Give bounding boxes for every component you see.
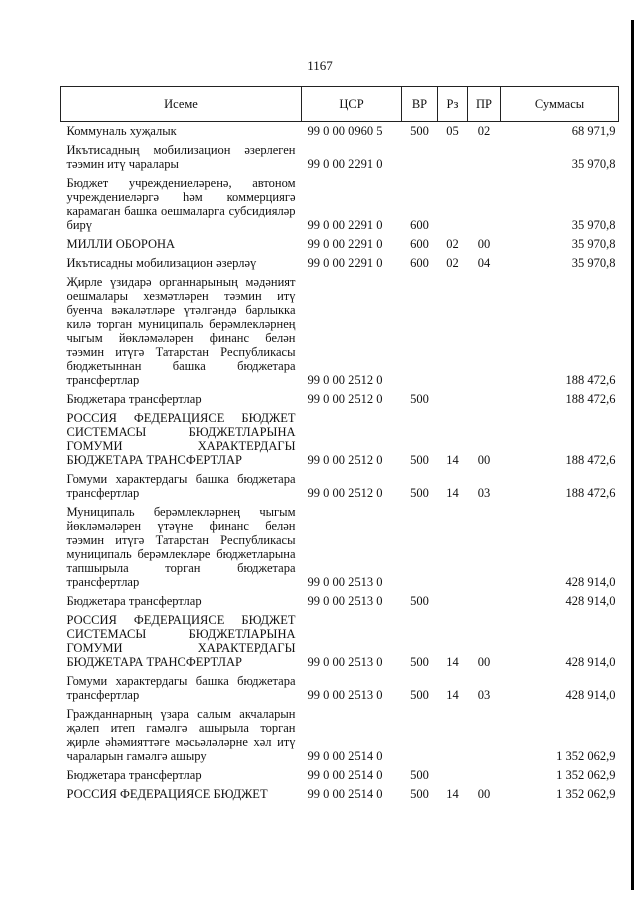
cell-pr	[468, 174, 501, 235]
cell-rz: 02	[446, 237, 459, 251]
cell-rz: 14	[446, 453, 459, 467]
cell-rz	[438, 141, 468, 174]
cell-sum: 428 914,0	[565, 594, 616, 608]
table-row	[61, 611, 619, 672]
cell-sum: 428 914,0	[565, 575, 616, 589]
cell-rz: 05	[446, 124, 459, 138]
header-code: ЦСР	[302, 87, 402, 122]
cell-code: 99 0 00 2512 0	[307, 486, 383, 500]
cell-sum: 188 472,6	[565, 453, 616, 467]
cell-rz	[438, 705, 468, 766]
cell-rz	[438, 390, 468, 409]
cell-name: РОССИЯ ФЕДЕРАЦИЯСЕ БЮДЖЕТ СИСТЕМАСЫ БЮДЖЕТЛАРЫНА ГОМУМИ ХАРАКТЕРДАГЫ БЮДЖЕТАРА ТРАНСФЕРТЛАР	[66, 411, 296, 467]
cell-name: Гомуми характердагы башка бюджетара трансфертлар	[66, 674, 296, 702]
cell-sum: 188 472,6	[565, 486, 616, 500]
cell-vr	[402, 273, 438, 390]
cell-pr: 00	[477, 453, 491, 467]
cell-vr: 500	[410, 768, 429, 782]
cell-name: Икътисадның мобилизацион әзерлеген тәэмин итү чаралары	[66, 143, 296, 171]
table-row	[61, 409, 619, 470]
table-row	[61, 273, 619, 390]
budget-table-container	[60, 86, 618, 804]
cell-rz	[438, 766, 468, 785]
table-row	[61, 470, 619, 503]
cell-name: Коммуналь хуҗалык	[66, 124, 177, 138]
cell-pr: 00	[477, 237, 491, 251]
cell-rz: 14	[446, 486, 459, 500]
cell-code: 99 0 00 2291 0	[307, 256, 383, 270]
cell-code: 99 0 00 2513 0	[307, 575, 383, 589]
cell-code: 99 0 00 2514 0	[307, 768, 383, 782]
table-row	[61, 705, 619, 766]
header-sum: Суммасы	[501, 87, 619, 122]
cell-code: 99 0 00 2291 0	[307, 157, 383, 171]
cell-code: 99 0 00 2514 0	[307, 787, 383, 801]
header-vr: ВР	[402, 87, 438, 122]
cell-code: 99 0 00 0960 5	[307, 124, 383, 138]
cell-code: 99 0 00 2512 0	[307, 392, 383, 406]
cell-name: Җирле үзидарә органнарының мәдәният оешмалары хезмәтләрен тәэмин итү буенча вәкаләтләре үтәлгәндә барлыкка килә торган муниципаль берәмлекләрнең чыгым йөкләмәләрен финанс белән тәэмин итүгә Татарстан Республикасы бюджетыннан башка бюджетара трансфертлар	[66, 275, 296, 387]
cell-vr: 500	[410, 655, 429, 669]
page-number: 1167	[307, 58, 333, 73]
cell-vr: 600	[410, 237, 429, 251]
cell-code: 99 0 00 2512 0	[307, 373, 383, 387]
cell-sum: 428 914,0	[565, 655, 616, 669]
cell-name: Гомуми характердагы башка бюджетара трансфертлар	[66, 472, 296, 500]
header-name: Исеме	[61, 87, 302, 122]
cell-pr: 00	[477, 787, 491, 801]
table-body	[61, 122, 619, 805]
table-row	[61, 503, 619, 592]
cell-vr: 500	[410, 392, 429, 406]
cell-pr	[468, 273, 501, 390]
cell-rz: 14	[446, 655, 459, 669]
cell-name: РОССИЯ ФЕДЕРАЦИЯСЕ БЮДЖЕТ СИСТЕМАСЫ БЮДЖЕТЛАРЫНА ГОМУМИ ХАРАКТЕРДАГЫ БЮДЖЕТАРА ТРАНСФЕРТЛАР	[66, 613, 296, 669]
table-row	[61, 672, 619, 705]
cell-code: 99 0 00 2513 0	[307, 688, 383, 702]
cell-sum: 1 352 062,9	[556, 768, 616, 782]
table-header-row	[61, 87, 619, 122]
cell-name: Бюджетара трансфертлар	[66, 392, 202, 406]
cell-rz: 14	[446, 787, 459, 801]
cell-sum: 35 970,8	[571, 237, 616, 251]
table-row	[61, 785, 619, 804]
table-row	[61, 592, 619, 611]
table-row	[61, 235, 619, 254]
cell-vr: 600	[410, 218, 429, 232]
table-row	[61, 390, 619, 409]
cell-name: Гражданнарның үзара салым акчаларын җәлеп итеп гамәлгә ашырыла торган җирле әһәмияттәге мәсьәләләрне хәл итү чараларын гамәлгә ашыру	[66, 707, 296, 763]
cell-rz: 02	[446, 256, 459, 270]
cell-rz	[438, 503, 468, 592]
cell-name: МИЛЛИ ОБОРОНА	[66, 237, 176, 251]
cell-sum: 68 971,9	[571, 124, 616, 138]
cell-vr: 500	[410, 594, 429, 608]
cell-pr: 03	[477, 688, 491, 702]
cell-vr: 600	[410, 256, 429, 270]
cell-vr	[402, 705, 438, 766]
cell-code: 99 0 00 2514 0	[307, 749, 383, 763]
cell-vr	[402, 141, 438, 174]
cell-vr: 500	[410, 453, 429, 467]
cell-name: РОССИЯ ФЕДЕРАЦИЯСЕ БЮДЖЕТ	[66, 787, 268, 801]
table-row	[61, 122, 619, 142]
header-rz: Рз	[438, 87, 468, 122]
cell-vr	[402, 503, 438, 592]
cell-name: Муниципаль берәмлекләрнең чыгым йөкләмәләрен үтәүне финанс белән тәэмин итүгә Татарстан Республикасы муниципаль берәмлекләре бюджетларына тапшырыла торган бюджетара трансфертлар	[66, 505, 296, 589]
cell-sum: 35 970,8	[571, 218, 616, 232]
cell-vr: 500	[410, 787, 429, 801]
cell-rz	[438, 273, 468, 390]
cell-code: 99 0 00 2513 0	[307, 655, 383, 669]
cell-pr	[468, 705, 501, 766]
table-row	[61, 174, 619, 235]
cell-sum: 1 352 062,9	[556, 749, 616, 763]
budget-table	[60, 86, 619, 804]
header-pr: ПР	[468, 87, 501, 122]
cell-rz	[438, 592, 468, 611]
cell-sum: 188 472,6	[565, 392, 616, 406]
cell-pr: 02	[477, 124, 491, 138]
cell-pr	[468, 141, 501, 174]
cell-rz	[438, 174, 468, 235]
table-row	[61, 766, 619, 785]
cell-pr: 03	[477, 486, 491, 500]
cell-sum: 428 914,0	[565, 688, 616, 702]
page-edge-bar	[631, 20, 634, 890]
cell-rz: 14	[446, 688, 459, 702]
cell-name: Бюджетара трансфертлар	[66, 768, 202, 782]
cell-pr	[468, 390, 501, 409]
cell-sum: 1 352 062,9	[556, 787, 616, 801]
cell-pr	[468, 766, 501, 785]
cell-pr: 00	[477, 655, 491, 669]
cell-pr	[468, 503, 501, 592]
cell-name: Бюджетара трансфертлар	[66, 594, 202, 608]
cell-pr: 04	[477, 256, 491, 270]
cell-sum: 35 970,8	[571, 256, 616, 270]
cell-code: 99 0 00 2513 0	[307, 594, 383, 608]
cell-vr: 500	[410, 688, 429, 702]
cell-sum: 188 472,6	[565, 373, 616, 387]
cell-code: 99 0 00 2291 0	[307, 218, 383, 232]
cell-vr: 500	[410, 486, 429, 500]
cell-name: Бюджет учреждениеләренә, автоном учреждениеләргә һәм коммерциягә карамаган башка оешмаларга субсидияләр бирү	[66, 176, 296, 232]
cell-pr	[468, 592, 501, 611]
cell-vr: 500	[410, 124, 429, 138]
table-row	[61, 254, 619, 273]
cell-name: Икътисадны мобилизацион әзерләү	[66, 256, 257, 270]
cell-code: 99 0 00 2291 0	[307, 237, 383, 251]
cell-sum: 35 970,8	[571, 157, 616, 171]
table-row	[61, 141, 619, 174]
cell-code: 99 0 00 2512 0	[307, 453, 383, 467]
